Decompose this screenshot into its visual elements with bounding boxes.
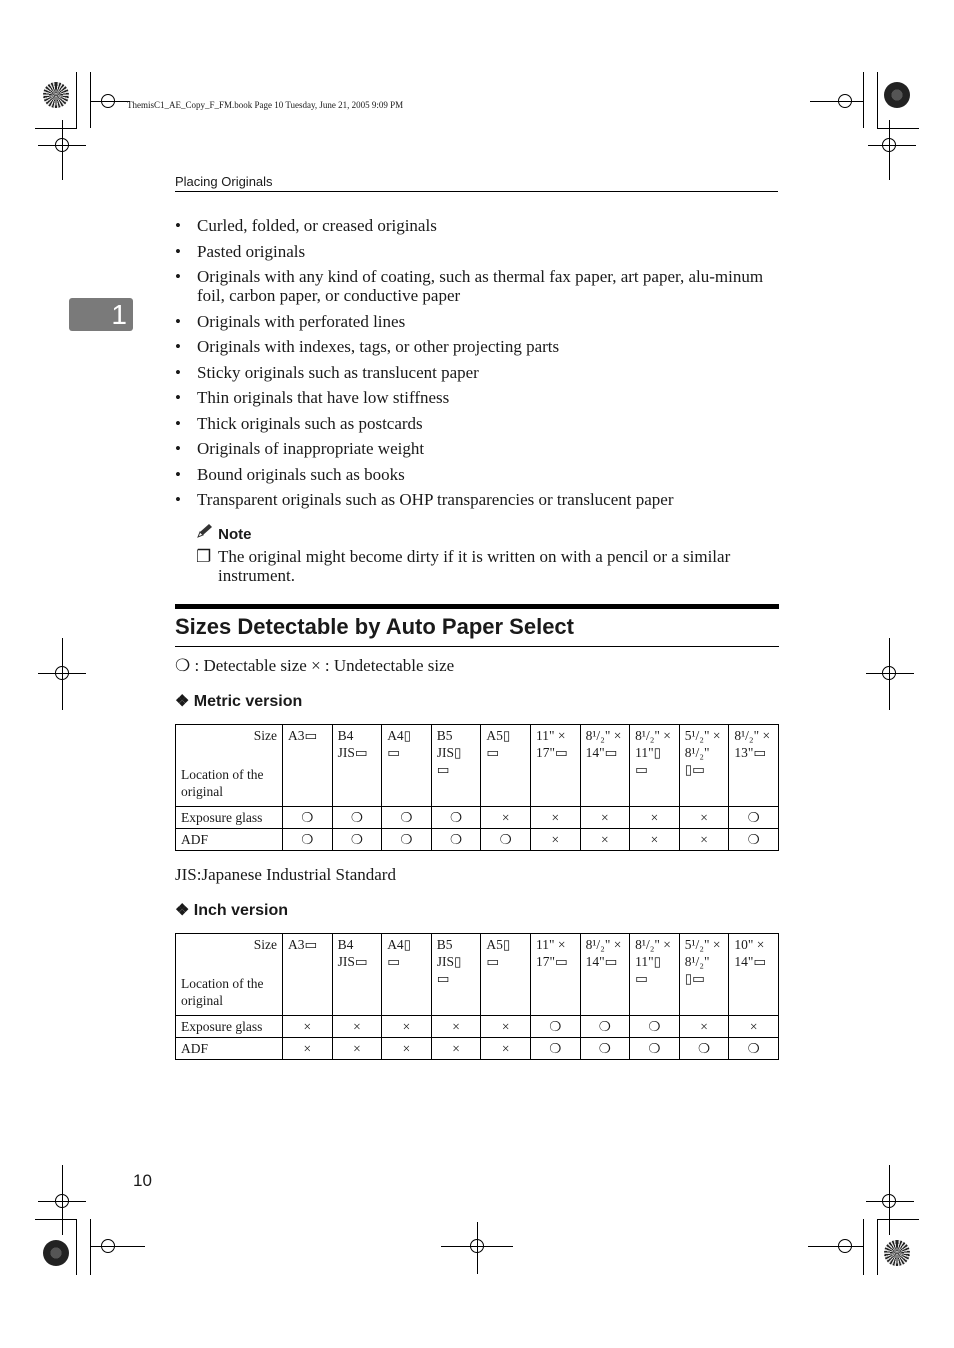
table-cell: ❍ [580, 1038, 630, 1060]
list-item: • Pasted originals [175, 242, 779, 261]
pencil-icon [196, 523, 214, 543]
metric-title: Metric version [193, 693, 303, 710]
table-cell: ❍ [431, 829, 481, 851]
table-cell: × [283, 1038, 333, 1060]
table-row [176, 934, 779, 1016]
table-cell: ❍ [530, 1038, 580, 1060]
jis-footnote: JIS:Japanese Industrial Standard [175, 865, 396, 884]
table-cell: ❍ [431, 807, 481, 829]
inch-title: Inch version [193, 902, 289, 919]
note-title: Note [218, 526, 252, 543]
note-heading [196, 523, 252, 543]
table-header-cell: 8¹/₂" × 11"▯ ▭ [630, 725, 680, 807]
row-label: Exposure glass [176, 1016, 283, 1038]
running-header: Placing Originals [175, 174, 778, 192]
table-row [176, 829, 779, 851]
table-cell: × [580, 829, 630, 851]
bullet-list [175, 216, 779, 516]
table-header-cell: A5▯ ▭ [481, 725, 531, 807]
table-header-cell: 8¹/₂" × 14"▭ [580, 934, 630, 1016]
row-label: ADF [176, 1038, 283, 1060]
table-header-cell: 5¹/₂" × 8¹/₂" ▯▭ [679, 725, 729, 807]
table-cell: ❍ [283, 807, 333, 829]
section-title: Sizes Detectable by Auto Paper Select [175, 614, 779, 647]
size-label: Size [253, 728, 277, 743]
table-cell: ❍ [630, 1016, 680, 1038]
table-header-cell: 8¹/₂" × 13"▭ [729, 725, 779, 807]
diamond-bullet-icon: ❖ [175, 693, 190, 710]
table-header-cell: 5¹/₂" × 8¹/₂" ▯▭ [679, 934, 729, 1016]
table-cell: ❍ [679, 1038, 729, 1060]
table-header-cell: A4▯ ▭ [382, 934, 432, 1016]
table-cell: ❍ [630, 1038, 680, 1060]
location-label: Location of the original [181, 767, 264, 799]
table-cell: ❍ [332, 807, 382, 829]
table-cell: × [481, 807, 531, 829]
table-cell: × [679, 829, 729, 851]
note-text: The original might become dirty if it is written on with a pencil or a similar instrument. [218, 547, 731, 585]
table-header-cell: A3▭ [283, 725, 333, 807]
table-cell: × [630, 829, 680, 851]
list-item: • Sticky originals such as translucent paper [175, 363, 779, 382]
table-row [176, 725, 779, 807]
metric-heading [175, 691, 302, 711]
list-item: • Thin originals that have low stiffness [175, 388, 779, 407]
table-cell: ❍ [481, 829, 531, 851]
registration-disc-icon [884, 82, 910, 108]
list-item: • Originals with any kind of coating, such as thermal fax paper, art paper, alu-minum foil, carbon paper, or conductive paper [175, 267, 779, 305]
diamond-bullet-icon: ❖ [175, 902, 190, 919]
list-item: • Originals with perforated lines [175, 312, 779, 331]
list-item: • Bound originals such as books [175, 465, 779, 484]
table-cell: × [530, 807, 580, 829]
location-label: Location of the original [181, 976, 264, 1008]
row-label: Exposure glass [176, 807, 283, 829]
table-cell: ❍ [729, 807, 779, 829]
table-cell: × [630, 807, 680, 829]
table-header-cell: 8¹/₂" × 11"▯ ▭ [630, 934, 680, 1016]
table-header-cell: B4 JIS▭ [332, 725, 382, 807]
table-cell: × [332, 1016, 382, 1038]
list-item: • Originals with indexes, tags, or other projecting parts [175, 337, 779, 356]
table-cell: × [481, 1016, 531, 1038]
section-rule [175, 604, 779, 609]
table-header-corner [176, 934, 283, 1016]
table-cell: ❍ [382, 807, 432, 829]
table-cell: × [580, 807, 630, 829]
legend: ❍ : Detectable size × : Undetectable size [175, 656, 455, 675]
table-cell: ❍ [729, 1038, 779, 1060]
list-item: • Curled, folded, or creased originals [175, 216, 779, 235]
table-cell: × [283, 1016, 333, 1038]
table-cell: × [431, 1016, 481, 1038]
print-info: ThemisC1_AE_Copy_F_FM.book Page 10 Tuesday, June 21, 2005 9:09 PM [127, 100, 404, 110]
checkbox-square-icon: ❐ [196, 547, 212, 566]
table-header-cell: B5 JIS▯ ▭ [431, 725, 481, 807]
registration-disc-icon [884, 1240, 910, 1266]
table-cell: × [382, 1038, 432, 1060]
table-cell: ❍ [382, 829, 432, 851]
table-header-cell: A5▯ ▭ [481, 934, 531, 1016]
row-label: ADF [176, 829, 283, 851]
table-cell: × [530, 829, 580, 851]
registration-disc-icon [43, 82, 69, 108]
table-header-cell: B5 JIS▯ ▭ [431, 934, 481, 1016]
table-cell: ❍ [729, 829, 779, 851]
table-cell: × [679, 1016, 729, 1038]
table-row [176, 807, 779, 829]
table-header-cell: A4▯ ▭ [382, 725, 432, 807]
list-item: • Transparent originals such as OHP transparencies or translucent paper [175, 490, 779, 509]
table-cell: × [729, 1016, 779, 1038]
table-header-cell: 11" × 17"▭ [530, 725, 580, 807]
page-number: 10 [133, 1171, 152, 1190]
list-item: • Originals of inappropriate weight [175, 439, 779, 458]
list-item: • Thick originals such as postcards [175, 414, 779, 433]
chapter-tab: 1 [69, 298, 133, 331]
table-header-cell: 10" × 14"▭ [729, 934, 779, 1016]
size-label: Size [253, 937, 277, 952]
table-header-cell: B4 JIS▭ [332, 934, 382, 1016]
note-item [196, 547, 779, 585]
inch-table [175, 933, 779, 1060]
table-header-corner [176, 725, 283, 807]
table-cell: ❍ [283, 829, 333, 851]
table-row [176, 1038, 779, 1060]
table-header-cell: 11" × 17"▭ [530, 934, 580, 1016]
table-cell: ❍ [332, 829, 382, 851]
registration-disc-icon [43, 1240, 69, 1266]
metric-table [175, 724, 779, 851]
table-cell: × [481, 1038, 531, 1060]
inch-heading [175, 900, 288, 920]
table-cell: × [332, 1038, 382, 1060]
table-cell: × [431, 1038, 481, 1060]
table-cell: × [382, 1016, 432, 1038]
table-cell: × [679, 807, 729, 829]
table-header-cell: A3▭ [283, 934, 333, 1016]
table-row [176, 1016, 779, 1038]
table-cell: ❍ [530, 1016, 580, 1038]
table-cell: ❍ [580, 1016, 630, 1038]
table-header-cell: 8¹/₂" × 14"▭ [580, 725, 630, 807]
